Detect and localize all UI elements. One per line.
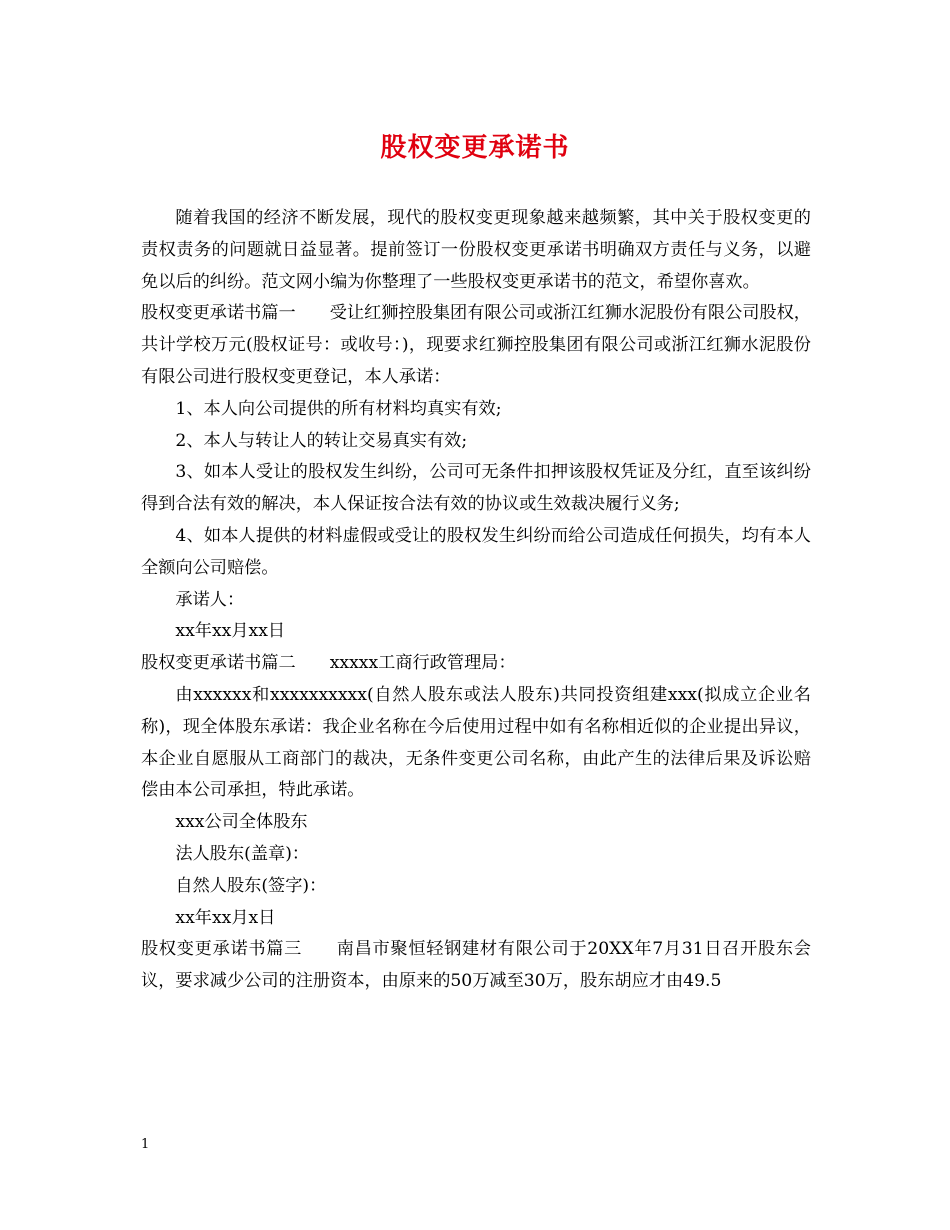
promisor-label: 承诺人： [175,589,245,610]
commitment-item-1: 1、本人向公司提供的所有材料均真实有效; [175,398,502,419]
document-title: 股权变更承诺书 [380,133,570,163]
section-one-opening [141,298,811,393]
commitment-item-4: 4、如本人提供的材料虚假或受让的股权发生纠纷而给公司造成任何损失，均有本人全额向公司赔偿。 [141,525,811,578]
section-three-text: 南昌市聚恒轻钢建材有限公司于20XX年7月31日召开股东会议，要求减少公司的注册资本，由原来的50万减至30万，股东胡应才由49.5 [141,939,811,992]
document-body [141,203,811,998]
all-shareholders-label: xxx公司全体股东 [175,812,308,833]
section-two-heading: 股权变更承诺书篇二 [141,653,296,674]
section-two-date: xx年xx月x日 [175,907,276,928]
natural-person-signature: 自然人股东(签字)： [175,875,327,896]
section-three-opening [141,934,811,998]
intro-paragraph: 随着我国的经济不断发展，现代的股权变更现象越来越频繁，其中关于股权变更的责权责务的问题就日益显著。提前签订一份股权变更承诺书明确双方责任与义务，以避免以后的纠纷。范文网小编为你整理了一些股权变更承诺书的范文，希望你喜欢。 [141,208,811,292]
commitment-item-2: 2、本人与转让人的转让交易真实有效; [175,430,468,451]
corporate-shareholder-seal: 法人股东(盖章)： [175,843,310,864]
section-one-opening-text: 受让红狮控股集团有限公司或浙江红狮水泥股份有限公司股权，共计学校万元(股权证号：或收号：)，现要求红狮控股集团有限公司或浙江红狮水泥股份有限公司进行股权变更登记，本人承诺： [141,303,811,387]
section-one-heading: 股权变更承诺书篇一 [141,303,296,324]
commitment-item-3: 3、如本人受让的股权发生纠纷，公司可无条件扣押该股权凭证及分红，直至该纠纷得到合法有效的解决，本人保证按合法有效的协议或生效裁决履行义务; [141,462,811,515]
section-two-body: 由xxxxxx和xxxxxxxxxx(自然人股东或法人股东)共同投资组建xxx(拟成立企业名称)，现全体股东承诺：我企业名称在今后使用过程中如有名称相近似的企业提出异议，本企业自愿服从工商部门的裁决，无条件变更公司名称，由此产生的法律后果及诉讼赔偿由本公司承担，特此承诺。 [141,684,811,801]
section-one-date: xx年xx月xx日 [175,621,286,642]
section-three-heading: 股权变更承诺书篇三 [141,939,303,960]
page-number: 1 [141,1137,150,1152]
section-two-addressee: xxxxx工商行政管理局： [329,653,516,674]
section-two-opening [141,648,811,680]
